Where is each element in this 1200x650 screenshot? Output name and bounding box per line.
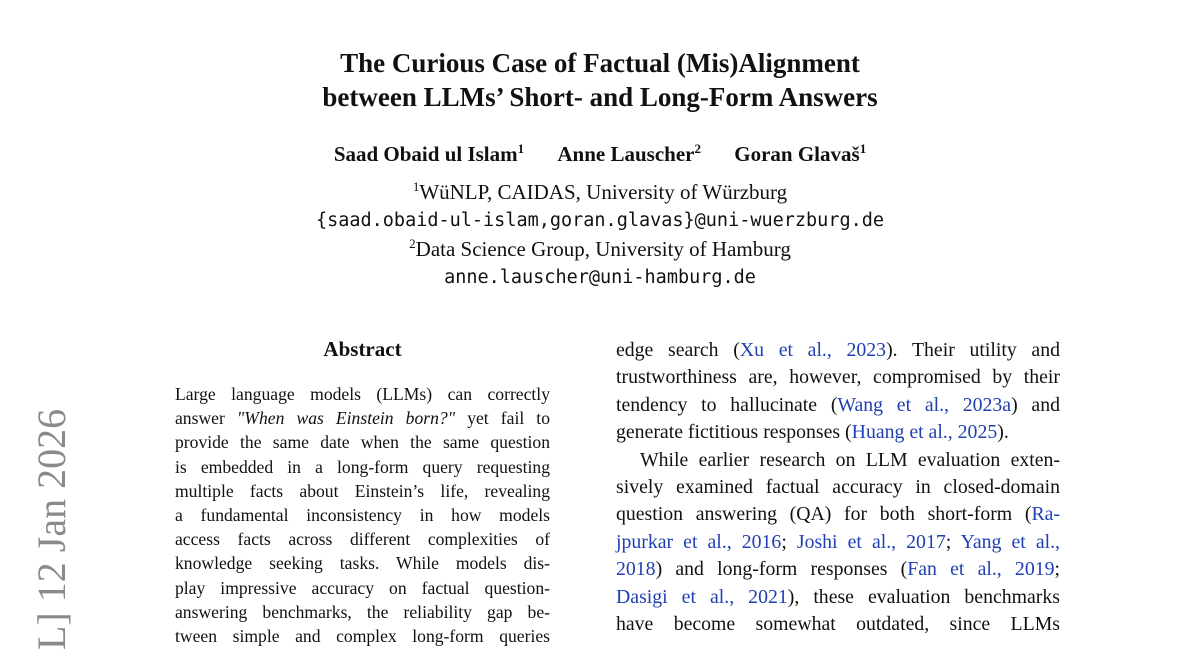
abstract-line: multiple facts about Einstein’s life, revealing: [175, 480, 550, 501]
paper-title: [0, 46, 1200, 114]
abstract-body: [175, 382, 550, 648]
abstract-line: tween simple and complex long-form queries: [175, 626, 550, 647]
abstract-line: provide the same date when the same question: [175, 432, 550, 453]
affiliation-2-email: anne.lauscher@uni-hamburg.de: [444, 267, 756, 288]
intro-line: 2018) and long-form responses (Fan et al., 2019;: [616, 558, 1060, 581]
intro-line: sively examined factual accuracy in closed-domain: [616, 476, 1060, 499]
title-line-2: between LLMs’ Short- and Long-Form Answers: [322, 82, 878, 112]
author: Goran Glavaš$^1$: [734, 141, 867, 166]
intro-line: edge search (Xu et al., 2023). Their utility and: [616, 339, 1060, 361]
author: Anne Lauscher$^2$: [557, 141, 701, 166]
citation-link[interactable]: Wang et al., 2023a: [837, 393, 1012, 416]
abstract-line: access facts across different complexities of: [175, 529, 550, 550]
affiliation-2: $^2$Data Science Group, University of Hamburg: [409, 236, 791, 261]
abstract-line: is embedded in a long-form query requesting: [175, 456, 550, 477]
citation-link[interactable]: Fan et al., 2019: [907, 558, 1055, 581]
abstract-line: knowledge seeking tasks. While models dis-: [175, 553, 550, 574]
intro-line: trustworthiness are, however, compromised by their: [616, 366, 1060, 389]
abstract-heading: Abstract: [323, 337, 402, 361]
citation-link[interactable]: Dasigi et al., 2021: [616, 585, 788, 608]
abstract-line: answer "When was Einstein born?" yet fail to: [175, 408, 550, 429]
intro-line: jpurkar et al., 2016; Joshi et al., 2017; Yang et al.,: [616, 530, 1060, 553]
abstract-line: answering benchmarks, the reliability gap be-: [175, 601, 550, 622]
intro-line: question answering (QA) for both short-form (Ra-: [616, 503, 1060, 526]
title-line-1: The Curious Case of Factual (Mis)Alignment: [340, 48, 860, 78]
intro-line: While earlier research on LLM evaluation exten-: [640, 448, 1060, 471]
arxiv-stamp: L] 12 Jan 2026: [29, 408, 74, 650]
citation-link[interactable]: Yang et al.,: [960, 530, 1060, 553]
intro-line: Dasigi et al., 2021), these evaluation benchmarks: [616, 585, 1060, 608]
affiliation-1: $^1$WüNLP, CAIDAS, University of Würzburg: [412, 179, 788, 204]
intro-line: generate fictitious responses (Huang et al., 2025).: [616, 421, 1009, 444]
citation-link[interactable]: Huang et al., 2025: [851, 421, 998, 444]
abstract-line: play impressive accuracy on factual question-: [175, 577, 550, 598]
affiliation-1-email: {saad.obaid-ul-islam,goran.glavas}@uni-wuerzburg.de: [315, 210, 885, 231]
author-list: [0, 140, 1200, 168]
abstract-line: a fundamental inconsistency in how models: [175, 505, 550, 526]
intro-line: tendency to hallucinate (Wang et al., 2023a) and: [616, 393, 1060, 416]
abstract-line: Large language models (LLMs) can correctly: [175, 384, 550, 404]
citation-link[interactable]: Ra-: [1031, 503, 1060, 526]
citation-link[interactable]: Joshi et al., 2017: [796, 530, 946, 553]
citation-link[interactable]: Xu et al., 2023: [739, 339, 887, 361]
citation-link[interactable]: 2018: [616, 558, 656, 581]
author: Saad Obaid ul Islam$^1$: [333, 141, 525, 166]
intro-body: [616, 337, 1060, 638]
citation-link[interactable]: jpurkar et al., 2016: [616, 530, 782, 553]
intro-line: have become somewhat outdated, since LLMs: [616, 613, 1060, 636]
